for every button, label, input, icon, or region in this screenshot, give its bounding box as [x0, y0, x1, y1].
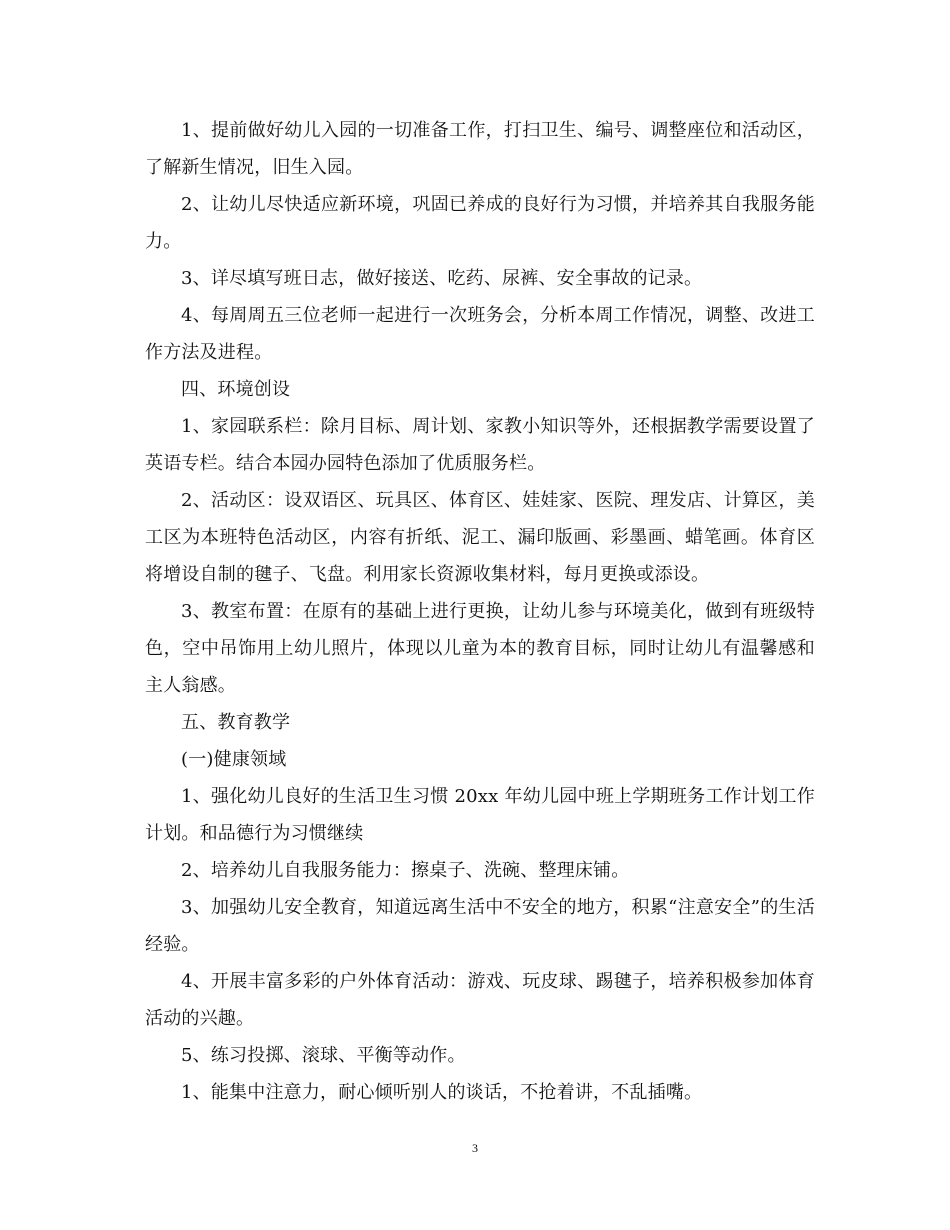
paragraph-2: 2、让幼儿尽快适应新环境，巩固已养成的良好行为习惯，并培养其自我服务能力。 [145, 194, 815, 252]
paragraph-8: 1、强化幼儿良好的生活卫生习惯 20xx 年幼儿园中班上学期班务工作计划工作计划。和品德行为习惯继续 [145, 786, 815, 844]
paragraph-6: 2、活动区：设双语区、玩具区、体育区、娃娃家、医院、理发店、计算区，美工区为本班特色活动区，内容有折纸、泥工、漏印版画、彩墨画、蜡笔画。体育区将增设自制的毽子、飞盘。利用家长资源收集材料，每月更换或添设。 [145, 490, 815, 585]
document-body [145, 112, 815, 1111]
page-number: 3 [472, 1141, 478, 1155]
section-heading-education: 五、教育教学 [181, 712, 291, 733]
section-heading-environment: 四、环境创设 [181, 379, 291, 400]
paragraph-12: 5、练习投掷、滚球、平衡等动作。 [181, 1045, 466, 1066]
paragraph-13: 1、能集中注意力，耐心倾听别人的谈话，不抢着讲，不乱插嘴。 [181, 1082, 703, 1103]
paragraph-9: 2、培养幼儿自我服务能力：擦桌子、洗碗、整理床铺。 [181, 860, 630, 881]
subsection-heading-health: (一)健康领域 [181, 749, 287, 770]
paragraph-11: 4、开展丰富多彩的户外体育活动：游戏、玩皮球、踢毽子，培养积极参加体育活动的兴趣。 [145, 971, 815, 1029]
paragraph-7: 3、教室布置：在原有的基础上进行更换，让幼儿参与环境美化，做到有班级特色，空中吊饰用上幼儿照片，体现以儿童为本的教育目标，同时让幼儿有温馨感和主人翁感。 [145, 601, 815, 696]
paragraph-5: 1、家园联系栏：除月目标、周计划、家教小知识等外，还根据教学需要设置了英语专栏。结合本园办园特色添加了优质服务栏。 [145, 416, 815, 474]
paragraph-3: 3、详尽填写班日志，做好接送、吃药、尿裤、安全事故的记录。 [181, 268, 703, 289]
paragraph-10: 3、加强幼儿安全教育，知道远离生活中不安全的地方，积累“注意安全”的生活经验。 [145, 897, 815, 955]
paragraph-4: 4、每周周五三位老师一起进行一次班务会，分析本周工作情况，调整、改进工作方法及进程。 [145, 305, 815, 363]
paragraph-1: 1、提前做好幼儿入园的一切准备工作，打扫卫生、编号、调整座位和活动区，了解新生情况，旧生入园。 [145, 120, 815, 178]
